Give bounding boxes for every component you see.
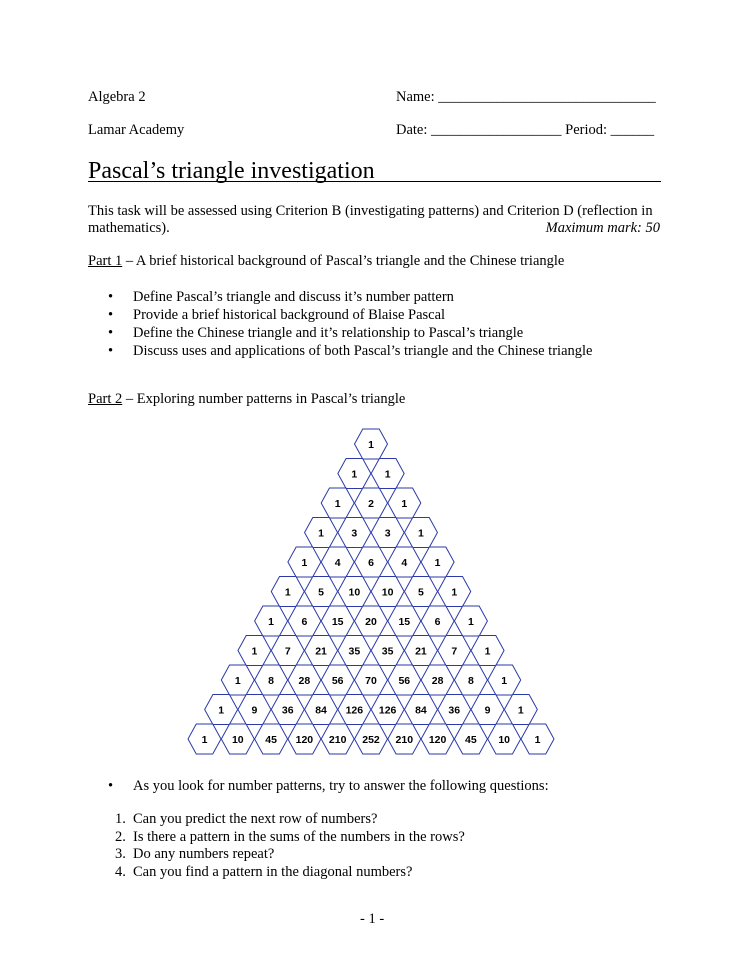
pascal-value-r10-c5: 252: [362, 734, 380, 746]
pascal-value-r9-c8: 9: [484, 704, 491, 717]
pascal-value-r10-c7: 120: [428, 734, 447, 746]
name-field[interactable]: ______________________________: [438, 89, 656, 105]
name-label: Name:: [396, 89, 435, 105]
pascal-value-r5-c4: 5: [418, 586, 424, 599]
pascal-value-r6-c6: 1: [467, 616, 474, 628]
pascal-value-r8-c5: 56: [398, 675, 411, 687]
pascal-value-r2-c0: 1: [334, 498, 341, 510]
questions-list: [115, 811, 465, 881]
pascal-value-r7-c6: 7: [451, 645, 458, 658]
question-item: 3. Do any numbers repeat?: [115, 846, 275, 862]
pascal-value-r9-c4: 126: [345, 704, 364, 717]
pascal-value-r7-c0: 1: [251, 645, 258, 658]
page-number: - 1 -: [360, 911, 385, 927]
pascal-value-r5-c1: 5: [318, 586, 324, 599]
pascal-value-r2-c1: 2: [368, 498, 374, 510]
part1-heading-text: – A brief historical background of Pascal’s triangle and the Chinese triangle: [122, 253, 565, 269]
pascal-value-r0-c0: 1: [368, 439, 374, 451]
pascal-value-r6-c0: 1: [268, 616, 275, 628]
pascal-value-r10-c10: 1: [534, 734, 541, 746]
pascal-value-r6-c5: 6: [434, 616, 441, 628]
pascal-value-r1-c0: 1: [351, 468, 358, 481]
part2-bullet-list: [108, 777, 549, 795]
pascal-value-r5-c0: 1: [284, 586, 291, 599]
pascal-value-r6-c4: 15: [398, 616, 411, 628]
pascal-value-r10-c8: 45: [465, 734, 477, 746]
school-label: Lamar Academy: [88, 122, 185, 138]
pascal-value-r7-c1: 7: [284, 645, 291, 658]
intro-line-1: This task will be assessed using Criterion B (investigating patterns) and Criterion D (reflection in: [88, 203, 653, 219]
pascal-value-r5-c3: 10: [381, 586, 394, 599]
bullet-icon: •: [108, 289, 114, 305]
pascal-value-r8-c3: 56: [331, 675, 344, 687]
bullet-icon: •: [108, 307, 114, 323]
pascal-value-r8-c4: 70: [365, 675, 377, 687]
pascal-value-r3-c0: 1: [318, 527, 324, 540]
list-item: • Discuss uses and applications of both Pascal’s triangle and the Chinese triangle: [108, 343, 593, 359]
question-item: 4. Can you find a pattern in the diagonal numbers?: [115, 863, 413, 880]
question-item: 1. Can you predict the next row of numbers?: [115, 811, 378, 827]
pascal-value-r8-c6: 28: [431, 675, 444, 687]
date-label: Date:: [396, 122, 428, 138]
pascal-value-r3-c2: 3: [384, 527, 391, 540]
pascal-value-r7-c2: 21: [315, 645, 327, 658]
pascal-value-r9-c6: 84: [415, 704, 427, 717]
list-item: • Define Pascal’s triangle and discuss it’s number pattern: [108, 289, 454, 305]
date-field[interactable]: __________________: [431, 122, 562, 138]
bullet-icon: •: [108, 343, 114, 359]
pascal-value-r9-c5: 126: [378, 704, 397, 717]
pascal-value-r2-c2: 1: [401, 498, 408, 510]
pascal-value-r6-c2: 15: [331, 616, 344, 628]
page-title: Pascal’s triangle investigation: [88, 158, 375, 184]
pascal-value-r10-c0: 1: [201, 734, 208, 746]
pascal-value-r9-c3: 84: [315, 704, 327, 717]
list-item: • Define the Chinese triangle and it’s relationship to Pascal’s triangle: [108, 325, 524, 341]
pascal-value-r4-c3: 4: [401, 557, 408, 569]
pascal-value-r4-c1: 4: [334, 557, 341, 569]
pascal-value-r9-c0: 1: [218, 704, 225, 717]
pascal-value-r10-c4: 210: [328, 734, 347, 746]
list-item: • As you look for number patterns, try to answer the following questions:: [108, 778, 549, 794]
pascal-value-r8-c1: 8: [268, 675, 275, 687]
course-label: Algebra 2: [88, 89, 146, 105]
part1-label: Part 1: [88, 253, 123, 269]
pascal-value-r7-c5: 21: [415, 645, 427, 658]
pascal-value-r9-c1: 9: [251, 704, 258, 717]
period-label: Period:: [565, 122, 608, 138]
pascal-value-r8-c7: 8: [467, 675, 474, 687]
max-mark: Maximum mark: 50: [545, 220, 660, 236]
pascal-value-r8-c0: 1: [234, 675, 241, 687]
pascal-value-r9-c2: 36: [281, 704, 294, 717]
bullet-icon: •: [108, 325, 114, 341]
pascal-value-r4-c0: 1: [301, 557, 308, 569]
pascal-value-r6-c1: 6: [301, 616, 308, 628]
period-field[interactable]: ______: [610, 122, 655, 138]
pascal-value-r4-c4: 1: [434, 557, 441, 569]
pascal-value-r9-c9: 1: [517, 704, 524, 717]
pascal-value-r1-c1: 1: [384, 468, 391, 481]
pascal-value-r4-c2: 6: [368, 557, 374, 569]
pascal-value-r5-c5: 1: [451, 586, 458, 599]
bullet-icon: •: [108, 778, 114, 794]
pascal-value-r8-c8: 1: [501, 675, 508, 687]
pascal-value-r10-c3: 120: [295, 734, 314, 746]
pascal-value-r7-c7: 1: [484, 645, 491, 658]
pascal-value-r10-c2: 45: [265, 734, 277, 746]
pascal-value-r10-c6: 210: [395, 734, 414, 746]
pascal-value-r3-c1: 3: [351, 527, 358, 540]
question-item: 2. Is there a pattern in the sums of the numbers in the rows?: [115, 828, 465, 845]
pascal-value-r6-c3: 20: [365, 616, 377, 628]
part2-heading-text: – Exploring number patterns in Pascal’s triangle: [122, 391, 406, 407]
pascal-value-r10-c1: 10: [231, 734, 244, 746]
list-item: • Provide a brief historical background of Blaise Pascal: [108, 307, 446, 323]
pascal-value-r3-c3: 1: [418, 527, 424, 540]
pascal-value-r7-c3: 35: [348, 645, 361, 658]
pascal-value-r9-c7: 36: [448, 704, 461, 717]
pascal-value-r7-c4: 35: [381, 645, 394, 658]
intro-line-2: mathematics).: [88, 220, 170, 236]
pascal-value-r5-c2: 10: [348, 586, 361, 599]
pascal-value-r10-c9: 10: [498, 734, 511, 746]
pascal-value-r8-c2: 28: [298, 675, 311, 687]
part2-label: Part 2: [88, 391, 123, 407]
